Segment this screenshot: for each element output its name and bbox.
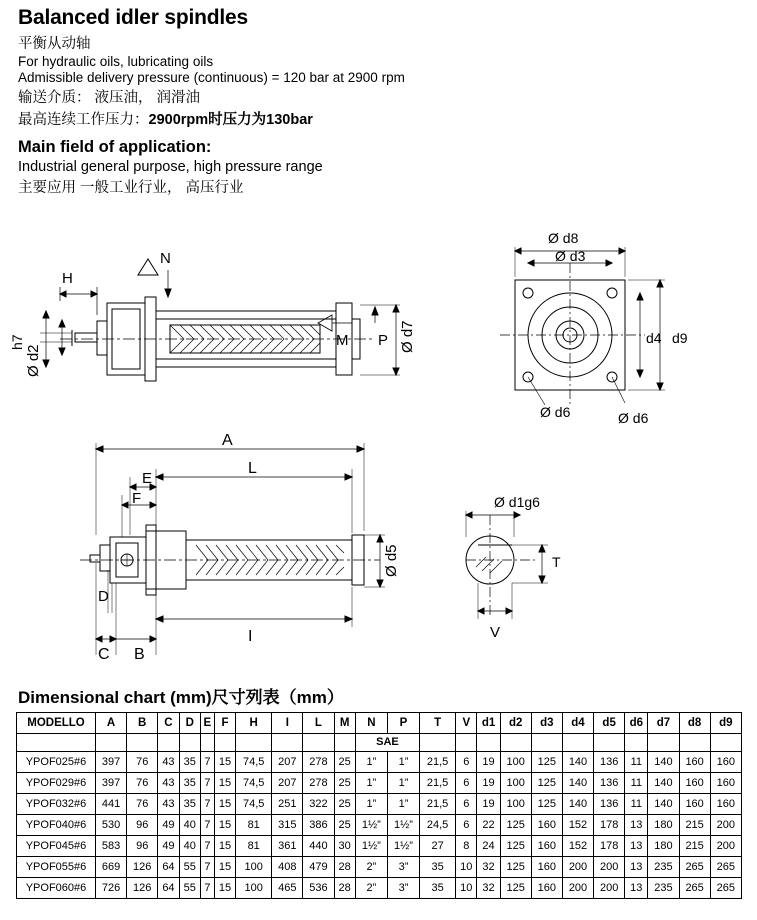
cell-i: 361	[272, 836, 303, 857]
table-header-d7: d7	[648, 713, 679, 734]
cell-v: 6	[456, 752, 477, 773]
cell-model: YPOF025#6	[17, 752, 96, 773]
svg-text:L: L	[248, 460, 257, 477]
chart-title-en: Dimensional chart (mm)	[18, 688, 212, 707]
pressure-line-chinese-value: 2900rpm时压力为130bar	[148, 112, 313, 128]
cell-n: 1”	[355, 794, 387, 815]
svg-text:Ø d5: Ø d5	[383, 544, 400, 577]
cell-f: 15	[214, 752, 235, 773]
cell-d6: 13	[625, 878, 648, 899]
cell-c: 49	[158, 815, 179, 836]
table-header-d1: d1	[477, 713, 500, 734]
table-header-d5: d5	[594, 713, 625, 734]
svg-text:F: F	[132, 490, 142, 507]
cell-p: 1½”	[387, 815, 419, 836]
cell-h: 100	[236, 857, 272, 878]
cell-f: 15	[214, 857, 235, 878]
cell-d9: 200	[710, 815, 741, 836]
pressure-line-chinese-prefix: 最高连续工作压力：	[18, 112, 149, 128]
cell-model: YPOF029#6	[17, 773, 96, 794]
cell-d2: 125	[500, 857, 531, 878]
sae-blank-d7	[648, 734, 679, 752]
cell-d4: 200	[562, 857, 593, 878]
page-title: Balanced idler spindles	[18, 6, 248, 29]
sae-blank-v	[456, 734, 477, 752]
cell-d3: 125	[531, 794, 562, 815]
cell-d5: 200	[594, 878, 625, 899]
chart-title-cn: 尺寸列表（mm）	[211, 688, 344, 707]
cell-d6: 13	[625, 836, 648, 857]
cell-f: 15	[214, 836, 235, 857]
cell-b: 76	[127, 752, 158, 773]
cell-t: 35	[420, 878, 456, 899]
sae-blank-a	[96, 734, 127, 752]
sae-blank-e	[200, 734, 214, 752]
cell-n: 1”	[355, 752, 387, 773]
cell-l: 386	[303, 815, 334, 836]
cell-a: 397	[96, 752, 127, 773]
cell-d2: 100	[500, 752, 531, 773]
cell-d2: 125	[500, 815, 531, 836]
svg-text:I: I	[248, 628, 253, 645]
table-header-i: I	[272, 713, 303, 734]
cell-d6: 11	[625, 773, 648, 794]
cell-d8: 160	[679, 794, 710, 815]
cell-v: 10	[456, 878, 477, 899]
svg-text:D: D	[98, 588, 109, 605]
svg-text:A: A	[222, 432, 233, 449]
cell-c: 43	[158, 773, 179, 794]
cell-d3: 160	[531, 815, 562, 836]
sae-blank-d1	[477, 734, 500, 752]
cell-d: 35	[179, 773, 200, 794]
svg-text:Ø d2: Ø d2	[25, 344, 42, 377]
table-header-p: P	[387, 713, 419, 734]
cell-model: YPOF045#6	[17, 836, 96, 857]
cell-d2: 100	[500, 773, 531, 794]
cell-l: 278	[303, 752, 334, 773]
sae-blank-d6	[625, 734, 648, 752]
cell-d: 35	[179, 752, 200, 773]
cell-model: YPOF032#6	[17, 794, 96, 815]
svg-text:P: P	[378, 332, 389, 349]
table-header-v: V	[456, 713, 477, 734]
cell-i: 251	[272, 794, 303, 815]
cell-d6: 11	[625, 752, 648, 773]
cell-d1: 22	[477, 815, 500, 836]
cell-p: 1”	[387, 773, 419, 794]
cell-t: 21,5	[420, 752, 456, 773]
cell-d1: 19	[477, 773, 500, 794]
application-line-chinese: 主要应用 一般工业行业， 高压行业	[18, 180, 244, 196]
cell-d5: 136	[594, 773, 625, 794]
cell-d8: 160	[679, 752, 710, 773]
cell-d7: 235	[648, 857, 679, 878]
sae-blank-f	[214, 734, 235, 752]
cell-d8: 160	[679, 773, 710, 794]
cell-l: 440	[303, 836, 334, 857]
svg-text:T: T	[552, 554, 561, 570]
table-header-d2: d2	[500, 713, 531, 734]
svg-text:N: N	[160, 250, 171, 267]
cell-d9: 160	[710, 752, 741, 773]
table-body	[17, 734, 742, 899]
table-row	[17, 773, 742, 794]
cell-m: 25	[334, 815, 355, 836]
cell-d5: 136	[594, 752, 625, 773]
sae-label: SAE	[355, 734, 419, 752]
cell-d7: 140	[648, 794, 679, 815]
svg-text:Ø d6: Ø d6	[540, 404, 571, 420]
svg-text:d4: d4	[646, 330, 662, 346]
table-header-m: M	[334, 713, 355, 734]
table-header-row	[17, 713, 742, 734]
cell-m: 28	[334, 878, 355, 899]
svg-text:Ø d7: Ø d7	[399, 320, 416, 353]
cell-d7: 235	[648, 878, 679, 899]
cell-v: 10	[456, 857, 477, 878]
table-row	[17, 794, 742, 815]
cell-d4: 140	[562, 794, 593, 815]
cell-f: 15	[214, 878, 235, 899]
cell-d8: 215	[679, 836, 710, 857]
fluids-line: For hydraulic oils, lubricating oils	[18, 54, 214, 69]
cell-d2: 125	[500, 878, 531, 899]
cell-f: 15	[214, 773, 235, 794]
sae-blank-d5	[594, 734, 625, 752]
table-header-n: N	[355, 713, 387, 734]
table-header-a: A	[96, 713, 127, 734]
cell-h: 74,5	[236, 794, 272, 815]
sae-blank-i	[272, 734, 303, 752]
table-row	[17, 815, 742, 836]
table-header-l: L	[303, 713, 334, 734]
cell-n: 2”	[355, 857, 387, 878]
svg-text:H: H	[62, 270, 73, 287]
cell-d9: 200	[710, 836, 741, 857]
cell-e: 7	[200, 794, 214, 815]
cell-d6: 13	[625, 857, 648, 878]
cell-l: 322	[303, 794, 334, 815]
svg-text:d9: d9	[672, 330, 688, 346]
cell-model: YPOF040#6	[17, 815, 96, 836]
cell-b: 126	[127, 857, 158, 878]
cell-d1: 24	[477, 836, 500, 857]
cell-d6: 11	[625, 794, 648, 815]
cell-i: 207	[272, 752, 303, 773]
cell-e: 7	[200, 878, 214, 899]
cell-d7: 140	[648, 773, 679, 794]
cell-a: 397	[96, 773, 127, 794]
cell-d3: 160	[531, 878, 562, 899]
cell-m: 30	[334, 836, 355, 857]
sae-blank-modello	[17, 734, 96, 752]
cell-b: 76	[127, 794, 158, 815]
cell-d4: 140	[562, 752, 593, 773]
cell-d: 40	[179, 815, 200, 836]
table-header-h: H	[236, 713, 272, 734]
table-header-e: E	[200, 713, 214, 734]
application-line: Industrial general purpose, high pressure range	[18, 159, 323, 175]
sae-blank-b	[127, 734, 158, 752]
svg-text:Ø d3: Ø d3	[555, 248, 586, 264]
cell-d7: 180	[648, 836, 679, 857]
cell-d3: 160	[531, 857, 562, 878]
cell-d9: 160	[710, 773, 741, 794]
cell-d2: 125	[500, 836, 531, 857]
pressure-line-chinese	[18, 108, 738, 129]
fluids-line-chinese: 输送介质： 液压油， 润滑油	[18, 90, 201, 106]
cell-d: 55	[179, 878, 200, 899]
cell-p: 1½”	[387, 836, 419, 857]
cell-e: 7	[200, 857, 214, 878]
cell-e: 7	[200, 836, 214, 857]
cell-n: 2”	[355, 878, 387, 899]
cell-m: 25	[334, 752, 355, 773]
svg-text:M: M	[336, 332, 349, 349]
header-block	[18, 6, 738, 198]
technical-drawing	[0, 215, 757, 675]
cell-v: 8	[456, 836, 477, 857]
cell-p: 3”	[387, 878, 419, 899]
cell-d1: 19	[477, 752, 500, 773]
cell-v: 6	[456, 794, 477, 815]
cell-c: 43	[158, 794, 179, 815]
sae-blank-d2	[500, 734, 531, 752]
cell-d: 35	[179, 794, 200, 815]
cell-b: 76	[127, 773, 158, 794]
cell-c: 64	[158, 857, 179, 878]
cell-d2: 100	[500, 794, 531, 815]
svg-text:Ø d6: Ø d6	[618, 410, 649, 426]
cell-d5: 136	[594, 794, 625, 815]
cell-p: 1”	[387, 752, 419, 773]
svg-text:Ø d1g6: Ø d1g6	[494, 494, 540, 510]
cell-t: 27	[420, 836, 456, 857]
cell-m: 28	[334, 857, 355, 878]
sae-blank-c	[158, 734, 179, 752]
cell-b: 96	[127, 815, 158, 836]
svg-text:Ø d8: Ø d8	[548, 230, 579, 246]
sae-blank-l	[303, 734, 334, 752]
cell-d9: 265	[710, 857, 741, 878]
cell-c: 49	[158, 836, 179, 857]
cell-d7: 140	[648, 752, 679, 773]
svg-text:V: V	[490, 624, 501, 641]
section-title: Main field of application:	[18, 138, 212, 156]
cell-a: 583	[96, 836, 127, 857]
chart-title	[18, 683, 344, 708]
cell-h: 100	[236, 878, 272, 899]
sae-blank-d8	[679, 734, 710, 752]
cell-e: 7	[200, 752, 214, 773]
cell-d5: 178	[594, 815, 625, 836]
table-row	[17, 878, 742, 899]
cell-n: 1½”	[355, 815, 387, 836]
cell-d6: 13	[625, 815, 648, 836]
sae-blank-d9	[710, 734, 741, 752]
cell-d5: 200	[594, 857, 625, 878]
cell-d9: 265	[710, 878, 741, 899]
cell-d: 40	[179, 836, 200, 857]
cell-n: 1”	[355, 773, 387, 794]
cell-d9: 160	[710, 794, 741, 815]
svg-text:B: B	[134, 646, 145, 663]
pressure-line: Admissible delivery pressure (continuous) = 120 bar at 2900 rpm	[18, 70, 405, 85]
table-header-modello: MODELLO	[17, 713, 96, 734]
table-header-d3: d3	[531, 713, 562, 734]
cell-v: 6	[456, 815, 477, 836]
cell-d3: 125	[531, 773, 562, 794]
cell-b: 96	[127, 836, 158, 857]
table-row	[17, 857, 742, 878]
cell-d8: 265	[679, 857, 710, 878]
cell-f: 15	[214, 815, 235, 836]
cell-d3: 160	[531, 836, 562, 857]
cell-h: 81	[236, 815, 272, 836]
subtitle-chinese: 平衡从动轴	[18, 36, 91, 52]
cell-i: 408	[272, 857, 303, 878]
cell-h: 74,5	[236, 752, 272, 773]
cell-m: 25	[334, 773, 355, 794]
svg-text:C: C	[98, 646, 110, 663]
cell-t: 35	[420, 857, 456, 878]
cell-l: 536	[303, 878, 334, 899]
cell-t: 21,5	[420, 794, 456, 815]
cell-a: 669	[96, 857, 127, 878]
table-header-t: T	[420, 713, 456, 734]
table-row	[17, 836, 742, 857]
sae-blank-d	[179, 734, 200, 752]
sae-blank-h	[236, 734, 272, 752]
cell-d1: 19	[477, 794, 500, 815]
cell-d8: 215	[679, 815, 710, 836]
cell-f: 15	[214, 794, 235, 815]
cell-d4: 140	[562, 773, 593, 794]
table-header-c: C	[158, 713, 179, 734]
table-header-d6: d6	[625, 713, 648, 734]
dimensional-table	[16, 712, 742, 899]
svg-text:E: E	[142, 470, 153, 487]
cell-a: 726	[96, 878, 127, 899]
cell-b: 126	[127, 878, 158, 899]
cell-p: 1”	[387, 794, 419, 815]
cell-d4: 152	[562, 815, 593, 836]
cell-i: 465	[272, 878, 303, 899]
cell-h: 74,5	[236, 773, 272, 794]
cell-n: 1½”	[355, 836, 387, 857]
table-header-d4: d4	[562, 713, 593, 734]
cell-d3: 125	[531, 752, 562, 773]
cell-d5: 178	[594, 836, 625, 857]
table-row	[17, 752, 742, 773]
cell-a: 530	[96, 815, 127, 836]
cell-d: 55	[179, 857, 200, 878]
sae-blank-t	[420, 734, 456, 752]
cell-m: 25	[334, 794, 355, 815]
cell-t: 21,5	[420, 773, 456, 794]
table-header-f: F	[214, 713, 235, 734]
cell-d8: 265	[679, 878, 710, 899]
table-row-sae	[17, 734, 742, 752]
cell-model: YPOF060#6	[17, 878, 96, 899]
cell-d7: 180	[648, 815, 679, 836]
table-header-d8: d8	[679, 713, 710, 734]
cell-t: 24,5	[420, 815, 456, 836]
cell-p: 3”	[387, 857, 419, 878]
cell-l: 479	[303, 857, 334, 878]
table-header-b: B	[127, 713, 158, 734]
cell-d1: 32	[477, 878, 500, 899]
cell-d4: 200	[562, 878, 593, 899]
cell-e: 7	[200, 815, 214, 836]
cell-d4: 152	[562, 836, 593, 857]
cell-a: 441	[96, 794, 127, 815]
cell-c: 43	[158, 752, 179, 773]
sae-blank-d3	[531, 734, 562, 752]
svg-text:h7: h7	[9, 334, 25, 350]
table-header-d: D	[179, 713, 200, 734]
cell-h: 81	[236, 836, 272, 857]
cell-e: 7	[200, 773, 214, 794]
table-header-d9: d9	[710, 713, 741, 734]
cell-d1: 32	[477, 857, 500, 878]
cell-v: 6	[456, 773, 477, 794]
cell-c: 64	[158, 878, 179, 899]
cell-i: 315	[272, 815, 303, 836]
cell-i: 207	[272, 773, 303, 794]
sae-blank-m	[334, 734, 355, 752]
cell-model: YPOF055#6	[17, 857, 96, 878]
sae-blank-d4	[562, 734, 593, 752]
cell-l: 278	[303, 773, 334, 794]
